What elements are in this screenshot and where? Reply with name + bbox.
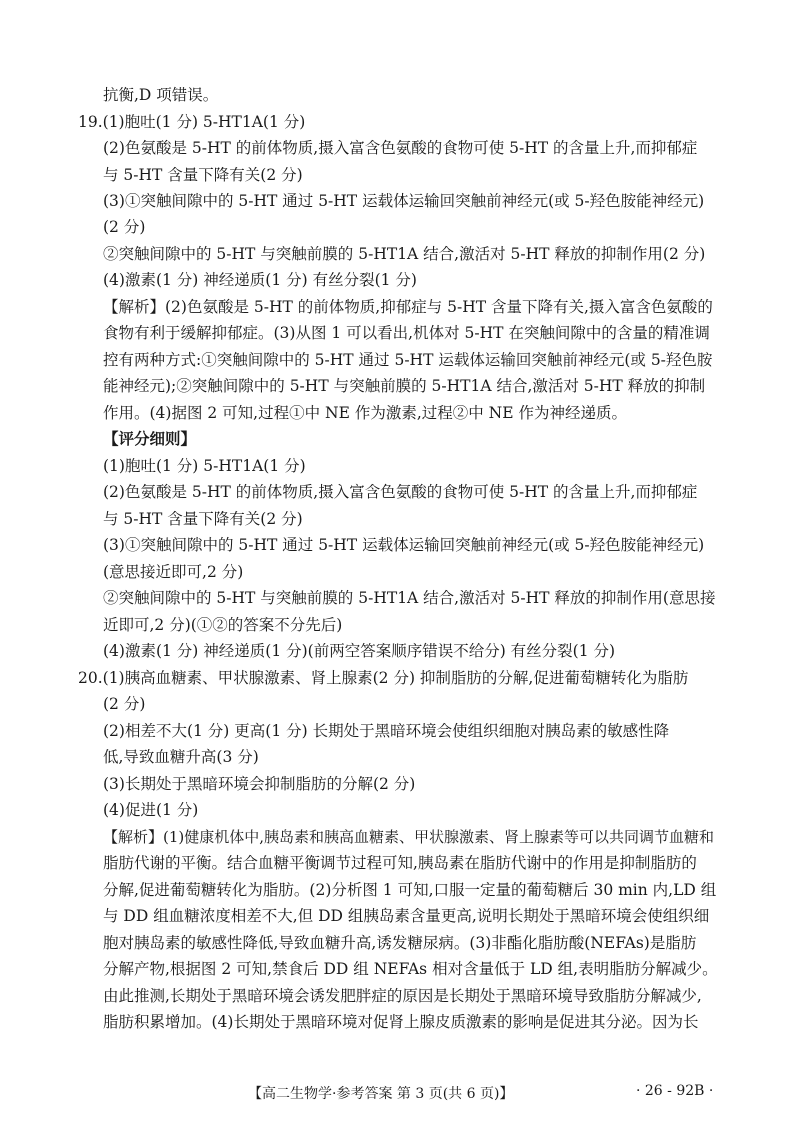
text-line: (3)①突触间隙中的 5-HT 通过 5-HT 运载体运输回突触前神经元(或 5-羟色胺能神经元)	[103, 192, 705, 210]
text-line: 与 5-HT 含量下降有关(2 分)	[103, 166, 303, 184]
footer-code: · 26 - 92B ·	[636, 1083, 714, 1099]
text-line: ②突触间隙中的 5-HT 与突触前膜的 5-HT1A 结合,激活对 5-HT 释放的抑制作用(2 分)	[103, 245, 706, 263]
text-line: 近即可,2 分)(①②的答案不分先后)	[103, 616, 343, 634]
text-line: 控有两种方式:①突触间隙中的 5-HT 通过 5-HT 运载体运输回突触前神经元(或 5-羟色胺	[103, 351, 713, 369]
text-line: (1)胞吐(1 分) 5-HT1A(1 分)	[103, 457, 306, 475]
text-line: (2 分)	[103, 218, 146, 236]
text-line: 与 DD 组血糖浓度相差不大,但 DD 组胰岛素含量更高,说明长期处于黑暗环境会使组织细	[103, 907, 710, 925]
text-line: (4)激素(1 分) 神经递质(1 分) 有丝分裂(1 分)	[103, 271, 417, 289]
text-line: 脂肪积累增加。(4)长期处于黑暗环境对促肾上腺皮质激素的影响是促进其分泌。因为长	[103, 1013, 699, 1031]
text-line: 分解,促进葡萄糖转化为脂肪。(2)分析图 1 可知,口服一定量的葡萄糖后 30 min 内,LD 组	[103, 881, 717, 899]
text-line: (2)色氨酸是 5-HT 的前体物质,摄入富含色氨酸的食物可使 5-HT 的含量上升,而抑郁症	[103, 483, 698, 501]
text-line: 食物有利于缓解抑郁症。(3)从图 1 可以看出,机体对 5-HT 在突触间隙中的含量的精准调	[103, 324, 710, 342]
text-line: (4)促进(1 分)	[103, 801, 199, 819]
text-line: 作用。(4)据图 2 可知,过程①中 NE 作为激素,过程②中 NE 作为神经递质。	[103, 404, 627, 422]
text-line: 低,导致血糖升高(3 分)	[103, 748, 259, 766]
text-line: (3)长期处于黑暗环境会抑制脂肪的分解(2 分)	[103, 775, 416, 793]
analysis-line: 【解析】(2)色氨酸是 5-HT 的前体物质,抑郁症与 5-HT 含量下降有关,摄入富含色氨酸的	[103, 298, 713, 316]
text-line: (3)①突触间隙中的 5-HT 通过 5-HT 运载体运输回突触前神经元(或 5-羟色胺能神经元)	[103, 536, 705, 554]
question-19-line: 19.(1)胞吐(1 分) 5-HT1A(1 分)	[78, 113, 306, 131]
text-line: 胞对胰岛素的敏感性降低,导致血糖升高,诱发糖尿病。(3)非酯化脂肪酸(NEFAs)是脂肪	[103, 934, 697, 952]
analysis-line: 【解析】(1)健康机体中,胰岛素和胰高血糖素、甲状腺激素、肾上腺素等可以共同调节血糖和	[103, 828, 715, 846]
text-line: (2)相差不大(1 分) 更高(1 分) 长期处于黑暗环境会使组织细胞对胰岛素的敏感性降	[103, 722, 670, 740]
page-footer	[0, 1083, 800, 1109]
text-line: 抗衡,D 项错误。	[103, 86, 219, 104]
text-line: (2 分)	[103, 695, 146, 713]
text-line: 脂肪代谢的平衡。结合血糖平衡调节过程可知,胰岛素在脂肪代谢中的作用是抑制脂肪的	[103, 854, 697, 872]
text-line: 与 5-HT 含量下降有关(2 分)	[103, 510, 303, 528]
question-20-line: 20.(1)胰高血糖素、甲状腺激素、肾上腺素(2 分) 抑制脂肪的分解,促进葡萄糖转化为脂肪	[78, 669, 689, 687]
text-line: 由此推测,长期处于黑暗环境会诱发肥胖症的原因是长期处于黑暗环境导致脂肪分解减少,	[103, 987, 702, 1005]
text-line: (2)色氨酸是 5-HT 的前体物质,摄入富含色氨酸的食物可使 5-HT 的含量上升,而抑郁症	[103, 139, 698, 157]
text-line: ②突触间隙中的 5-HT 与突触前膜的 5-HT1A 结合,激活对 5-HT 释放的抑制作用(意思接	[103, 589, 716, 607]
text-line: (意思接近即可,2 分)	[103, 563, 244, 581]
scoring-heading: 【评分细则】	[103, 429, 197, 448]
text-line: 能神经元);②突触间隙中的 5-HT 与突触前膜的 5-HT1A 结合,激活对 5-HT 释放的抑制	[103, 377, 706, 395]
footer-title: 【高二生物学·参考答案 第 3 页(共 6 页)】	[248, 1086, 514, 1102]
text-line: 分解产物,根据图 2 可知,禁食后 DD 组 NEFAs 相对含量低于 LD 组,表明脂肪分解减少。	[103, 960, 718, 978]
text-line: (4)激素(1 分) 神经递质(1 分)(前两空答案顺序错误不给分) 有丝分裂(1 分)	[103, 642, 616, 660]
